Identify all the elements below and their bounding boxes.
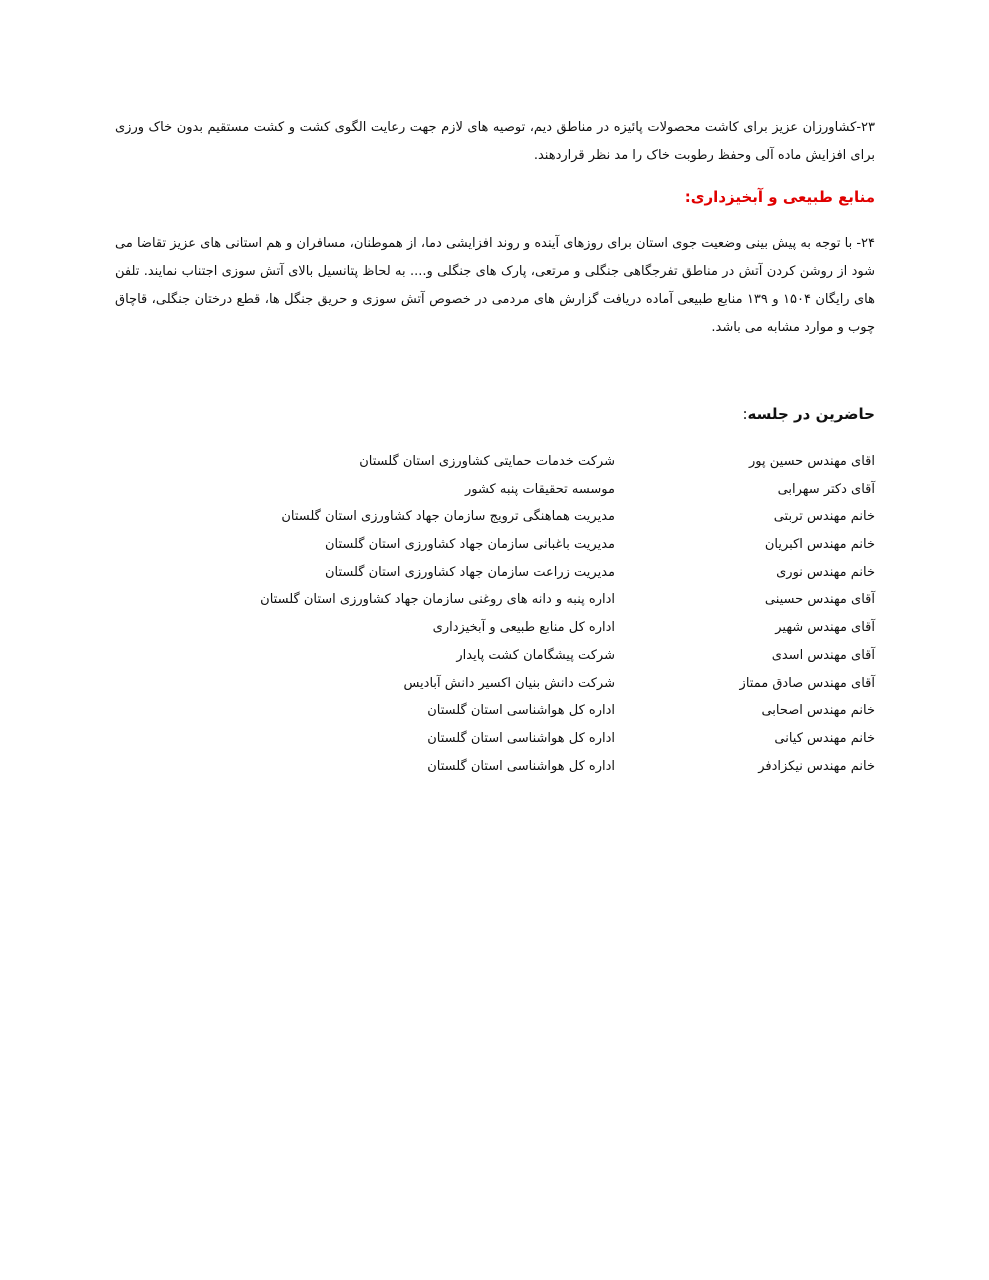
attendee-organization: اداره کل منابع طبیعی و آبخیزداری bbox=[432, 620, 615, 636]
attendees-list bbox=[115, 448, 875, 780]
attendee-name: خانم مهندس نیکزادفر bbox=[758, 758, 875, 774]
paragraph-24: ۲۴- با توجه به پیش بینی وضعیت جوی استان برای روزهای آینده و روند افزایشی دما، از هموطنان، مسافران و هم استانی های عزیز تقاضا می شود از روشن کردن آتش در مناطق تفرجگاهی جنگلی و مرتعی، پارک های جنگلی و.... به لحاظ پتانسیل بالای آتش سوزی اجتناب نمایند. تلفن های رایگان ۱۵۰۴ و ۱۳۹ منابع طبیعی آماده دریافت گزارش های مردمی در خصوص آتش سوزی و حریق جنگل ها، قطع درختان جنگلی، قاچاق چوب و موارد مشابه می باشد. bbox=[115, 236, 875, 335]
attendee-row bbox=[115, 503, 875, 531]
attendee-organization: مدیریت زراعت سازمان جهاد کشاورزی استان گلستان bbox=[324, 564, 615, 580]
paragraph-23: ۲۳-کشاورزان عزیز برای کاشت محصولات پائیزه در مناطق دیم، توصیه های لازم جهت رعایت الگوی کشت و کشت مستقیم بدون خاک ورزی برای افزایش ماده آلی وحفظ رطوبت خاک را مد نظر قراردهند. bbox=[115, 120, 875, 163]
attendee-name: آقای مهندس شهیر bbox=[775, 620, 875, 636]
attendee-name: خانم مهندس کیانی bbox=[774, 730, 875, 746]
attendee-organization: شرکت پیشگامان کشت پایدار bbox=[456, 647, 615, 663]
attendee-name: خانم مهندس اکبریان bbox=[764, 537, 875, 553]
attendee-organization: شرکت خدمات حمایتی کشاورزی استان گلستان bbox=[359, 454, 615, 469]
attendee-organization: اداره کل هواشناسی استان گلستان bbox=[427, 758, 615, 774]
attendees-title bbox=[742, 405, 875, 423]
attendee-organization: مدیریت هماهنگی ترویج سازمان جهاد کشاورزی استان گلستان bbox=[281, 509, 615, 525]
attendee-name: خانم مهندس نوری bbox=[776, 564, 875, 580]
attendee-organization: اداره پنبه و دانه های روغنی سازمان جهاد کشاورزی استان گلستان bbox=[260, 592, 615, 608]
attendee-name: آقای مهندس صادق ممتاز bbox=[739, 675, 875, 691]
attendee-organization: اداره کل هواشناسی استان گلستان bbox=[427, 703, 615, 719]
attendee-row bbox=[115, 670, 875, 698]
attendee-row bbox=[115, 697, 875, 725]
attendees-title-text: حاضرین در جلسه bbox=[747, 405, 875, 423]
attendee-organization: اداره کل هواشناسی استان گلستان bbox=[427, 730, 615, 746]
attendee-row bbox=[115, 725, 875, 753]
attendee-name: اقای مهندس حسین پور bbox=[749, 454, 875, 469]
attendee-organization: موسسه تحقیقات پنبه کشور bbox=[464, 481, 615, 497]
attendee-organization: شرکت دانش بنیان اکسیر دانش آبادیس bbox=[403, 675, 615, 691]
attendee-row bbox=[115, 476, 875, 504]
attendee-name: آقای دکتر سهرابی bbox=[777, 481, 875, 497]
attendee-row bbox=[115, 448, 875, 476]
attendee-row bbox=[115, 753, 875, 781]
attendee-row bbox=[115, 614, 875, 642]
attendee-row bbox=[115, 642, 875, 670]
section-heading-natural-resources: منابع طبیعی و آبخیزداری: bbox=[684, 188, 875, 206]
attendee-name: آقای مهندس اسدی bbox=[771, 647, 875, 663]
attendees-title-colon: : bbox=[742, 405, 748, 423]
attendee-name: خانم مهندس تربتی bbox=[773, 509, 875, 525]
attendee-row bbox=[115, 586, 875, 614]
attendee-name: خانم مهندس اصحابی bbox=[761, 703, 875, 719]
attendee-name: آقای مهندس حسینی bbox=[764, 592, 875, 608]
attendee-row bbox=[115, 531, 875, 559]
attendee-row bbox=[115, 559, 875, 587]
attendee-organization: مدیریت باغبانی سازمان جهاد کشاورزی استان گلستان bbox=[324, 537, 615, 553]
